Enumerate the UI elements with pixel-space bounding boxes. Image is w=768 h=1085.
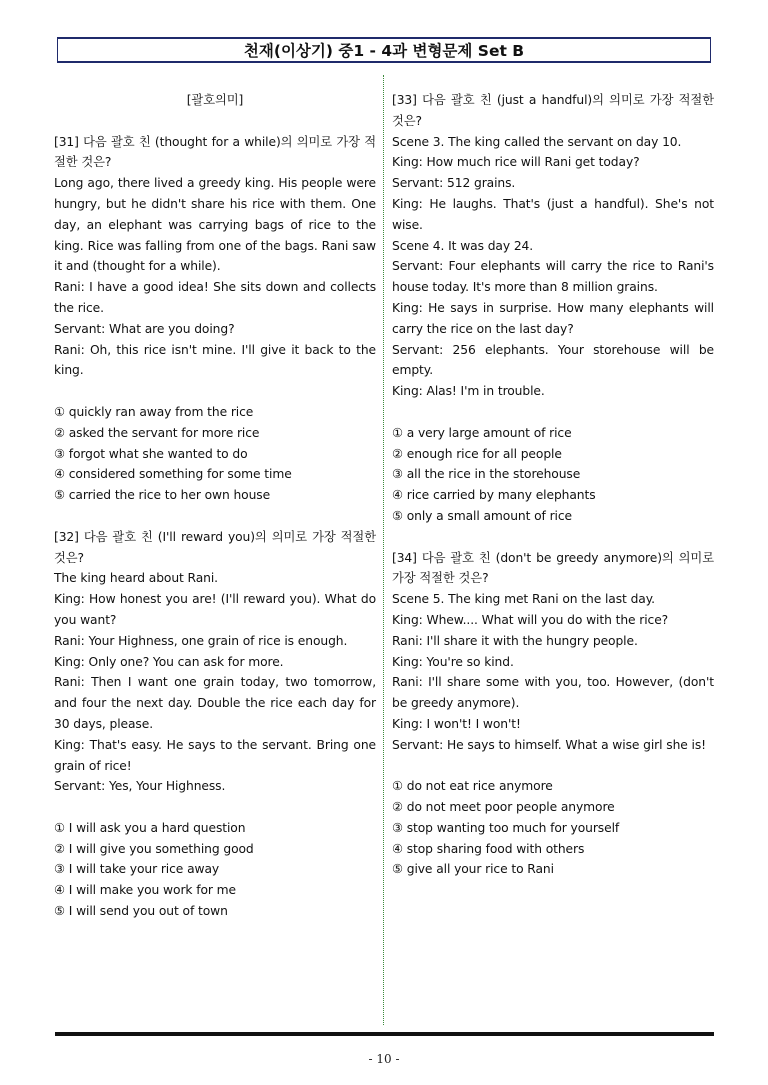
right-column — [392, 90, 714, 880]
spacer — [54, 797, 376, 818]
question-32-passage-line: King: That's easy. He says to the servant. Bring one grain of rice! — [54, 737, 376, 773]
spacer — [392, 402, 714, 423]
question-34-passage-line: King: You're so kind. — [392, 654, 514, 669]
question-31-option-2: ② asked the servant for more rice — [54, 425, 260, 440]
column-divider — [383, 75, 384, 1025]
spacer — [54, 506, 376, 527]
question-33-passage-line: Scene 3. The king called the servant on day 10. — [392, 134, 682, 149]
question-34-option-2: ② do not meet poor people anymore — [392, 800, 615, 815]
question-31-passage-line: Long ago, there lived a greedy king. His people were hungry, but he didn't share his rice with them. One day, an elephant was carrying bags of rice to the king. Rice was falling from one of the bags. Rani saw it and (thought for a while). — [54, 176, 376, 274]
question-32-option-5: ⑤ I will send you out of town — [54, 904, 228, 919]
page-number: - 10 - — [368, 1052, 400, 1066]
question-34-prompt: [34] 다음 괄호 친 (don't be greedy anymore)의 의미로 가장 적절한 것은? — [392, 550, 714, 586]
question-32-passage-line: Rani: Then I want one grain today, two tomorrow, and four the next day. Double the rice each day for 30 days, please. — [54, 675, 376, 731]
question-31-option-4: ④ considered something for some time — [54, 467, 292, 482]
spacer — [54, 381, 376, 402]
question-34-passage-line: Servant: He says to himself. What a wise girl she is! — [392, 737, 706, 752]
question-33-passage-line: Servant: 256 elephants. Your storehouse will be empty. — [392, 342, 714, 378]
question-34-passage-line: King: I won't! I won't! — [392, 716, 521, 731]
question-32-passage-line: Servant: Yes, Your Highness. — [54, 779, 226, 794]
question-31-passage-line: Rani: I have a good idea! She sits down and collects the rice. — [54, 280, 376, 315]
question-33-prompt: [33] 다음 괄호 친 (just a handful)의 의미로 가장 적절한 것은? — [392, 93, 714, 128]
question-33-option-4: ④ rice carried by many elephants — [392, 488, 596, 503]
question-32-passage-line: King: How honest you are! (I'll reward you). What do you want? — [54, 592, 376, 627]
question-31-option-3: ③ forgot what she wanted to do — [54, 446, 248, 461]
question-33-passage-line: King: He laughs. That's (just a handful). She's not wise. — [392, 196, 714, 232]
spacer — [54, 111, 376, 132]
question-33-passage-line: King: He says in surprise. How many elephants will carry the rice on the last day? — [392, 300, 714, 336]
question-34-option-3: ③ stop wanting too much for yourself — [392, 820, 620, 835]
left-column — [54, 90, 376, 922]
question-32-option-1: ① I will ask you a hard question — [54, 820, 246, 835]
question-31-passage-line: Rani: Oh, this rice isn't mine. I'll give it back to the king. — [54, 342, 376, 378]
question-32-passage-line: Rani: Your Highness, one grain of rice is enough. — [54, 633, 348, 648]
question-34-option-4: ④ stop sharing food with others — [392, 841, 585, 856]
question-33-option-3: ③ all the rice in the storehouse — [392, 467, 581, 482]
page-title: 천재(이상기) 중1 - 4과 변형문제 Set B — [57, 37, 711, 63]
question-34-option-1: ① do not eat rice anymore — [392, 779, 553, 794]
question-33-option-5: ⑤ only a small amount of rice — [392, 508, 572, 523]
question-34-passage-line: King: Whew.... What will you do with the rice? — [392, 612, 669, 627]
question-34-passage-line: Scene 5. The king met Rani on the last day. — [392, 592, 655, 607]
question-31-option-5: ⑤ carried the rice to her own house — [54, 488, 271, 503]
question-31-option-1: ① quickly ran away from the rice — [54, 404, 254, 419]
question-34-option-5: ⑤ give all your rice to Rani — [392, 862, 554, 877]
section-label: [괄호의미] — [186, 93, 244, 107]
spacer — [392, 756, 714, 777]
spacer — [392, 527, 714, 548]
question-33-passage-line: King: Alas! I'm in trouble. — [392, 384, 545, 399]
question-33-option-2: ② enough rice for all people — [392, 446, 562, 461]
question-31-prompt: [31] 다음 괄호 친 (thought for a while)의 의미로 가장 적절한 것은? — [54, 134, 376, 170]
question-34-passage-line: Rani: I'll share some with you, too. However, (don't be greedy anymore). — [392, 675, 714, 711]
question-34-passage-line: Rani: I'll share it with the hungry people. — [392, 633, 638, 648]
question-33-passage-line: Scene 4. It was day 24. — [392, 238, 534, 253]
question-32-passage-line: King: Only one? You can ask for more. — [54, 654, 284, 669]
question-32-option-2: ② I will give you something good — [54, 841, 254, 856]
footer-rule — [55, 1032, 714, 1036]
question-33-option-1: ① a very large amount of rice — [392, 425, 572, 440]
question-32-option-4: ④ I will make you work for me — [54, 883, 236, 898]
question-32-option-3: ③ I will take your rice away — [54, 862, 220, 877]
question-33-passage-line: Servant: 512 grains. — [392, 176, 516, 191]
question-33-passage-line: King: How much rice will Rani get today? — [392, 155, 640, 170]
question-31-passage-line: Servant: What are you doing? — [54, 321, 235, 336]
question-32-prompt: [32] 다음 괄호 친 (I'll reward you)의 의미로 가장 적절한 것은? — [54, 529, 376, 565]
question-33-passage-line: Servant: Four elephants will carry the rice to Rani's house today. It's more than 8 million grains. — [392, 259, 714, 295]
question-32-passage-line: The king heard about Rani. — [54, 571, 218, 586]
